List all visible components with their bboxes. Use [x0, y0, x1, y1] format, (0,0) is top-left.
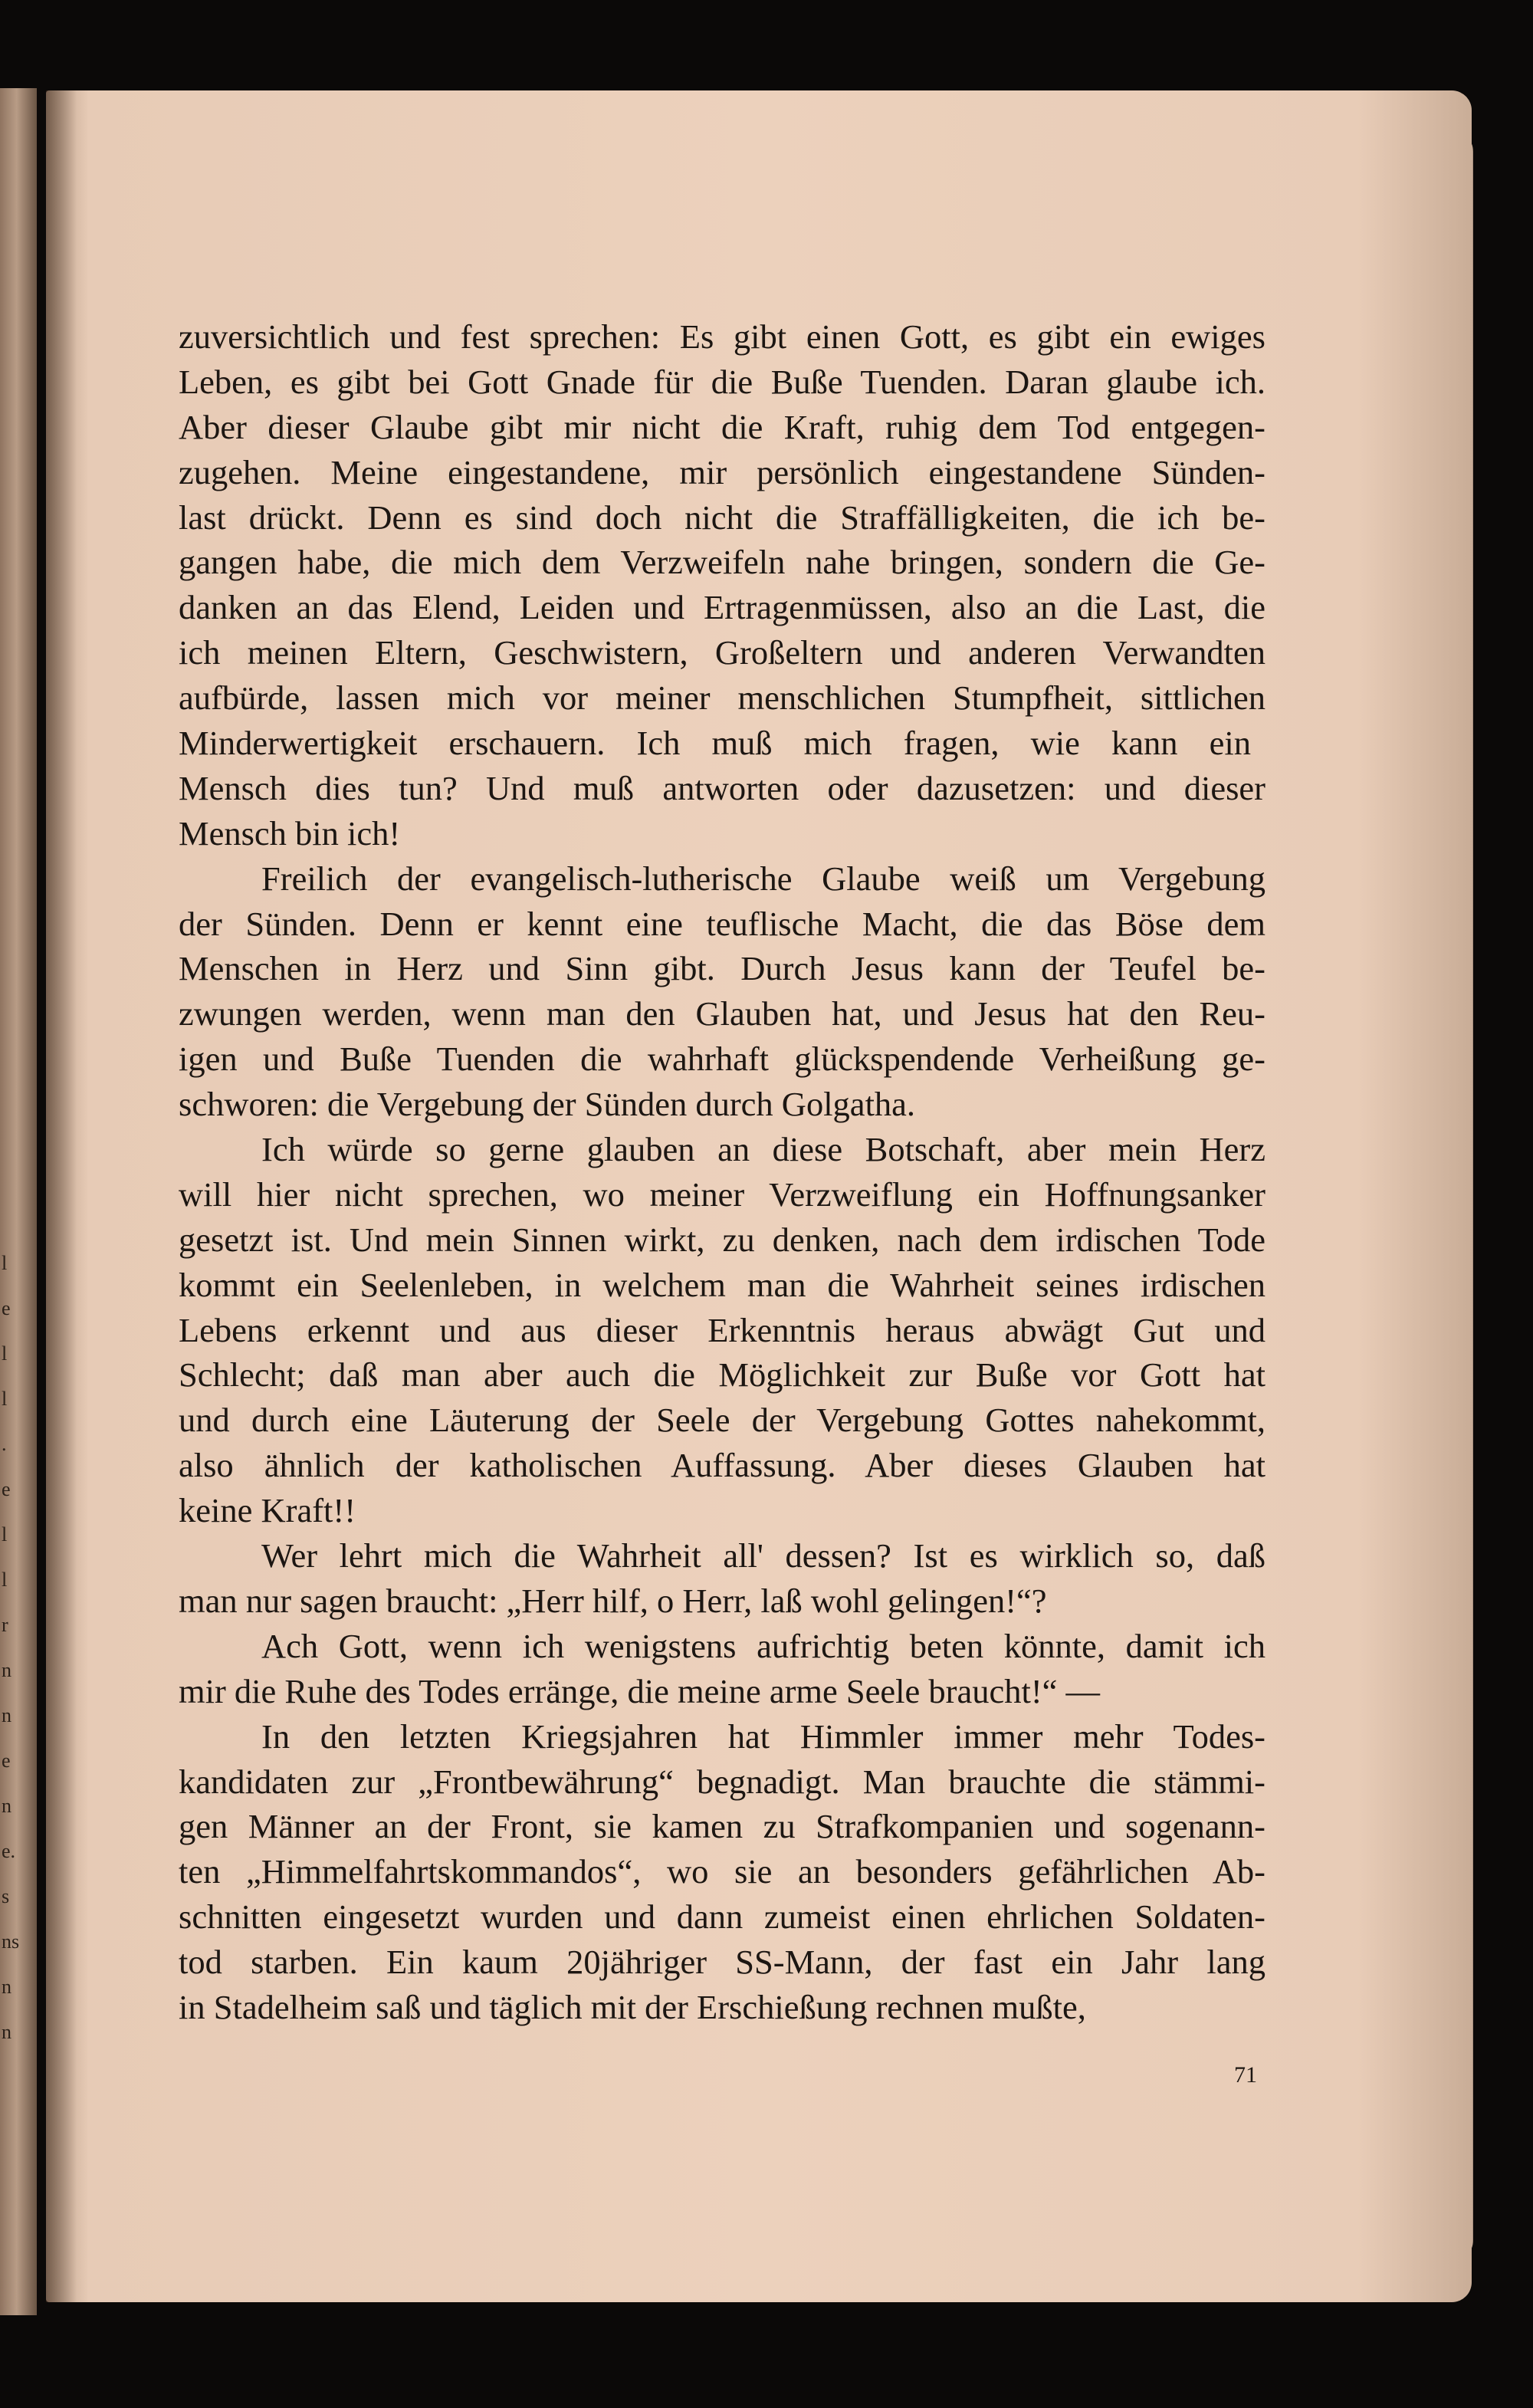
margin-fragment: n — [2, 1704, 11, 1726]
page-number: 71 — [1234, 2062, 1257, 2088]
margin-fragment: ns — [2, 1930, 20, 1953]
text-line: Menschen in Herz und Sinn gibt. Durch Jesus kann der Teufel be- — [179, 949, 1265, 988]
text-line: in Stadelheim saß und täglich mit der Erschießung rechnen mußte, — [179, 1987, 1086, 2026]
text-line: man nur sagen braucht: „Herr hilf, o Herr, laß wohl gelingen!“? — [179, 1581, 1047, 1620]
margin-fragment: s — [2, 1885, 10, 1907]
text-line: zwungen werden, wenn man den Glauben hat, und Jesus hat den Reu- — [179, 994, 1265, 1033]
margin-fragment: n — [2, 1976, 11, 1998]
margin-fragment: . — [2, 1433, 7, 1455]
text-line: Schlecht; daß man aber auch die Möglichkeit zur Buße vor Gott hat — [179, 1355, 1265, 1395]
margin-fragment: n — [2, 2021, 11, 2043]
text-line: igen und Buße Tuenden die wahrhaft glückspendende Verheißung ge- — [179, 1040, 1265, 1079]
text-line: kandidaten zur „Frontbewährung“ begnadigt. Man brauchte die stämmi- — [179, 1762, 1265, 1801]
text-line: last drückt. Denn es sind doch nicht die Straffälligkeiten, die ich be- — [179, 498, 1265, 537]
text-line: zuversichtlich und fest sprechen: Es gibt einen Gott, es gibt ein ewiges — [179, 317, 1265, 356]
margin-fragment: l — [2, 1388, 8, 1410]
text-line: aufbürde, lassen mich vor meiner menschlichen Stumpfheit, sittlichen — [179, 678, 1265, 718]
text-line: danken an das Elend, Leiden und Ertragenmüssen, also an die Last, die — [179, 588, 1265, 627]
text-line: tod starben. Ein kaum 20jähriger SS-Mann, der fast ein Jahr lang — [179, 1943, 1265, 1982]
gutter-shadow — [46, 90, 77, 2302]
text-line: gen Männer an der Front, sie kamen zu Strafkompanien und sogenann- — [179, 1807, 1265, 1846]
text-line: will hier nicht sprechen, wo meiner Verzweiflung ein Hoffnungsanker — [179, 1174, 1265, 1214]
margin-fragment: l — [2, 1523, 8, 1546]
text-line: und durch eine Läuterung der Seele der Vergebung Gottes nahekommt, — [179, 1401, 1265, 1440]
text-line: Ach Gott, wenn ich wenigstens aufrichtig beten könnte, damit ich — [261, 1626, 1265, 1665]
text-line: schnitten eingesetzt wurden und dann zumeist einen ehrlichen Soldaten- — [179, 1897, 1265, 1937]
text-line: ten „Himmelfahrtskommandos“, wo sie an besonders gefährlichen Ab- — [179, 1852, 1265, 1891]
margin-fragment: n — [2, 1795, 11, 1817]
text-line: Freilich der evangelisch-lutherische Glaube weiß um Vergebung — [261, 859, 1265, 898]
text-line: gesetzt ist. Und mein Sinnen wirkt, zu denken, nach dem irdischen Tode — [179, 1220, 1265, 1259]
margin-fragment: n — [2, 1659, 11, 1681]
text-line: gangen habe, die mich dem Verzweifeln nahe bringen, sondern die Ge- — [179, 543, 1265, 582]
margin-fragment: l — [2, 1342, 8, 1365]
text-line: Leben, es gibt bei Gott Gnade für die Buße Tuenden. Daran glaube ich. — [179, 362, 1265, 401]
text-line: also ähnlich der katholischen Auffassung. Aber dieses Glauben hat — [179, 1446, 1265, 1485]
text-line: Wer lehrt mich die Wahrheit all' dessen? Ist es wirklich so, daß — [261, 1536, 1265, 1575]
text-line: schworen: die Vergebung der Sünden durch Golgatha. — [179, 1085, 916, 1124]
margin-fragment: l — [2, 1252, 8, 1274]
text-line: In den letzten Kriegsjahren hat Himmler immer mehr Todes- — [261, 1716, 1265, 1756]
text-line: Ich würde so gerne glauben an diese Botschaft, aber mein Herz — [261, 1130, 1265, 1169]
previous-page-edge — [0, 88, 37, 2315]
margin-fragment: e — [2, 1297, 11, 1319]
margin-fragment: e — [2, 1749, 11, 1772]
text-line: keine Kraft!! — [179, 1491, 356, 1530]
body-text — [179, 314, 1265, 2030]
text-line: ich meinen Eltern, Geschwistern, Großeltern und anderen Verwandten — [179, 633, 1265, 672]
text-line: Aber dieser Glaube gibt mir nicht die Kraft, ruhig dem Tod entgegen- — [179, 407, 1265, 446]
margin-fragment: l — [2, 1569, 8, 1591]
text-line: mir die Ruhe des Todes erränge, die meine arme Seele braucht!“ — — [179, 1671, 1101, 1710]
text-line: kommt ein Seelenleben, in welchem man die Wahrheit seines irdischen — [179, 1265, 1265, 1304]
text-line: der Sünden. Denn er kennt eine teuflische Macht, die das Böse dem — [179, 904, 1265, 943]
text-line: Mensch dies tun? Und muß antworten oder dazusetzen: und dieser — [179, 768, 1265, 807]
margin-fragment: e — [2, 1478, 11, 1500]
margin-fragment: e. — [2, 1840, 16, 1862]
text-line: Minderwertigkeit erschauern. Ich muß mich fragen, wie kann ein — [179, 724, 1252, 763]
text-line: Lebens erkennt und aus dieser Erkenntnis heraus abwägt Gut und — [179, 1310, 1265, 1349]
margin-fragment: r — [2, 1614, 8, 1636]
text-line: Mensch bin ich! — [179, 813, 401, 852]
text-line: zugehen. Meine eingestandene, mir persönlich eingestandene Sünden- — [179, 452, 1265, 491]
